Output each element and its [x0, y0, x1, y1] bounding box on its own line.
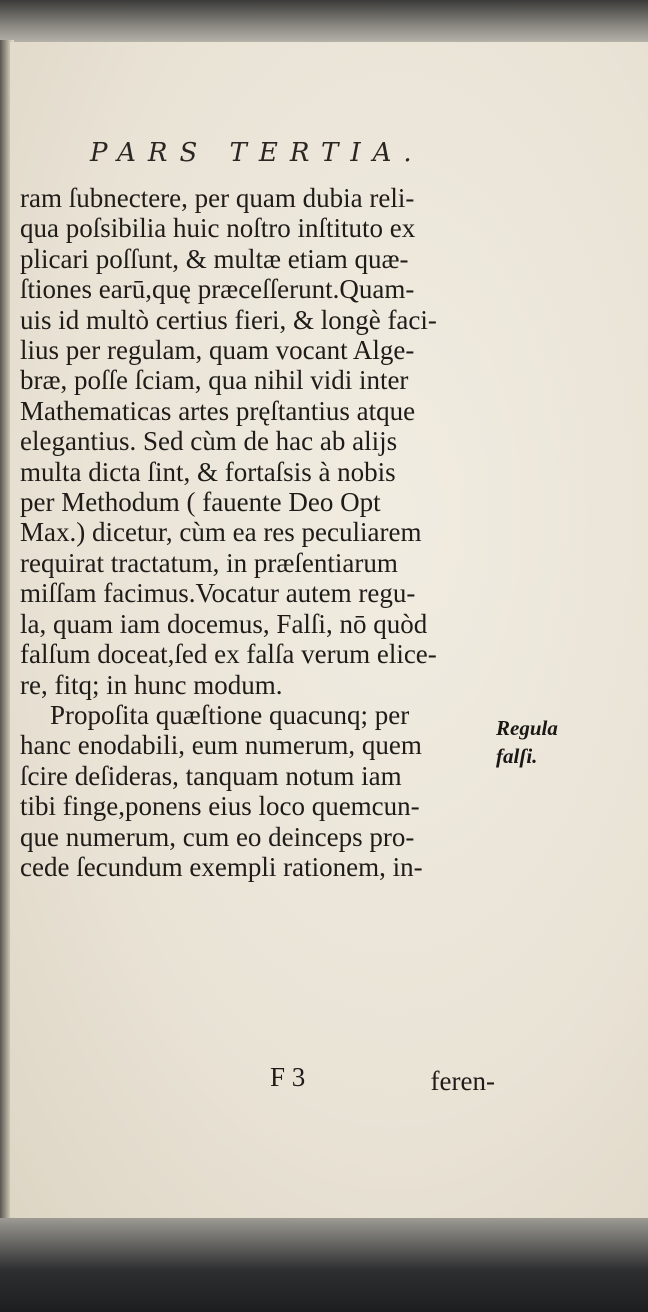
text-line: hanc enodabili, eum numerum, quem — [20, 730, 422, 761]
text-line: re, fitq; in hunc modum. — [20, 669, 283, 700]
text-line: uis id multò certius fieri, & longè faci- — [20, 304, 437, 335]
text-line: multa dicta ſint, & fortaſsis à nobis — [20, 456, 396, 487]
text-line: bræ, poſſe ſciam, qua nihil vidi inter — [20, 365, 409, 396]
text-line: elegantius. Sed cùm de hac ab alijs — [20, 426, 398, 457]
text-line: ſcire deſideras, tanquam notum iam — [20, 760, 402, 791]
text-line: Mathematicas artes pręſtantius atque — [20, 395, 416, 426]
catchword: feren- — [430, 1066, 495, 1096]
body-text — [20, 183, 490, 882]
text-line: Propoſita quæſtione quacunq; per — [50, 699, 410, 730]
text-line: per Methodum ( fauente Deo Opt — [20, 487, 381, 518]
text-line: ram ſubnectere, per quam dubia reli- — [20, 183, 415, 213]
text-line: qua poſsibilia huic noſtro inſtituto ex — [20, 213, 416, 244]
marginal-note-line: Regula — [496, 716, 558, 740]
text-line: requirat tractatum, in præſentiarum — [20, 547, 398, 578]
text-line: falſum doceat,ſed ex falſa verum elice- — [20, 639, 437, 670]
text-line: plicari poſſunt, & multæ etiam quæ- — [20, 243, 409, 274]
signature-mark: F 3 — [270, 1062, 306, 1092]
text-line: la, quam iam docemus, Falſi, nō quòd — [20, 608, 428, 639]
book-cover-top-edge — [0, 0, 648, 44]
text-line: ſtiones earū,quę præceſſerunt.Quam- — [20, 274, 415, 305]
text-line: lius per regulam, quam vocant Alge- — [20, 335, 415, 366]
text-line: miſſam facimus.Vocatur autem regu- — [20, 578, 416, 609]
marginal-note-line: falſi. — [496, 744, 538, 768]
text-line: tibi finge,ponens eius loco quemcun- — [20, 791, 420, 822]
running-head: PARS TERTIA. — [90, 138, 424, 168]
book-cover-bottom-edge — [0, 1218, 648, 1312]
text-line: que numerum, cum eo deinceps pro- — [20, 821, 415, 852]
marginal-note — [496, 714, 558, 770]
text-line: cede ſecundum exempli rationem, in- — [20, 851, 423, 882]
text-line: Max.) dicetur, cùm ea res peculiarem — [20, 517, 422, 548]
